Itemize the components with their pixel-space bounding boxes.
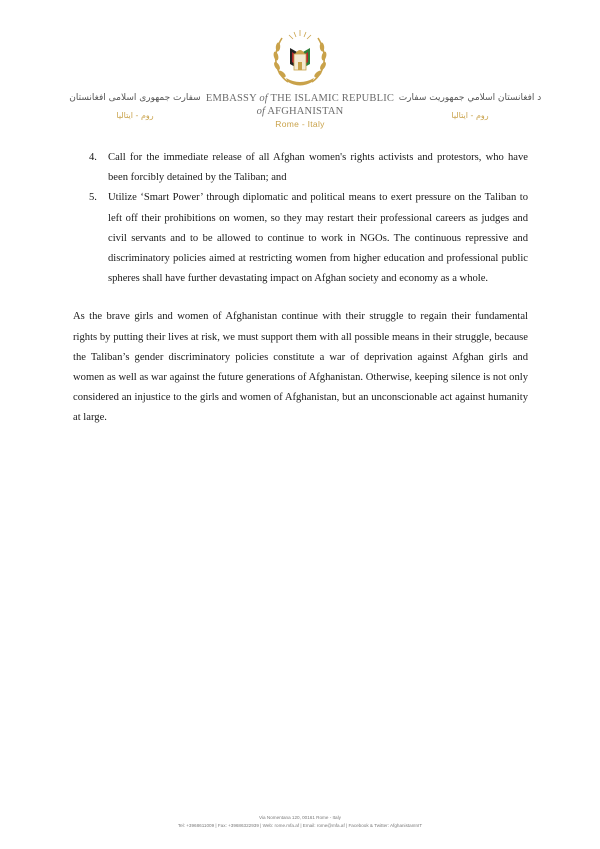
embassy-name-line1: EMBASSY of THE ISLAMIC REPUBLIC: [205, 93, 395, 104]
letterhead: [0, 0, 600, 140]
letterhead-pashto: [395, 92, 545, 120]
list-number: 5.: [89, 192, 97, 204]
footer-contacts: Tel: +3968611009 | Fax: +39686322939 | Web: rome.mfa.af | Email: rome@mfa.af | Facebook & Twitter: AfghanistanInIT: [177, 823, 423, 828]
list-text: Call for the immediate release of all Afghan women's rights activists and protestors, who have been forcibly detained by the Taliban; and: [108, 152, 528, 184]
list-item: [73, 188, 528, 289]
list-item: [73, 148, 528, 188]
footer-address: Via Nomentana 120, 00161 Rome - Italy: [259, 815, 341, 820]
list-number: 4.: [89, 152, 97, 163]
embassy-name-line2: of AFGHANISTAN: [256, 106, 344, 117]
letter-footer: [0, 814, 600, 830]
city-english: Rome - Italy: [275, 119, 325, 129]
letterhead-english: [200, 92, 400, 129]
afghan-state-emblem-icon: [268, 26, 332, 90]
letter-body: [73, 148, 528, 439]
list-text: Utilize ‘Smart Power’ through diplomatic and political means to exert pressure on the Taliban to left off their prohibitions on women, so they may restart their professional careers as judges and civil servants and to be allowed to continue to work in NGOs. The continuous repressive and discriminatory policies aimed at restricting women from higher education and professional public spheres shall have further devastating impact on Afghan society and economy as a whole.: [108, 192, 528, 285]
city-pashto: روم - ایتالیا: [451, 111, 489, 120]
closing-paragraph: As the brave girls and women of Afghanistan continue with their struggle to regain their fundamental rights by putting their lives at risk, we must support them with all possible means in their struggle, because the Taliban’s gender discriminatory policies constitute a war of deprivation against Afghan girls and women as well as war against the future generations of Afghanistan. Otherwise, keeping silence is not only considered an injustice to the girls and women of Afghanistan, but an unconscionable act against humanity at large.: [73, 311, 528, 424]
city-dari: روم - ایتالیا: [116, 111, 154, 120]
embassy-name-pashto: د افغانستان اسلامي جمهوریت سفارت: [398, 93, 542, 103]
demands-list: [73, 148, 528, 289]
letterhead-dari: [60, 92, 210, 120]
embassy-name-dari: سفارت جمهوری اسلامی افغانستان: [69, 93, 201, 103]
